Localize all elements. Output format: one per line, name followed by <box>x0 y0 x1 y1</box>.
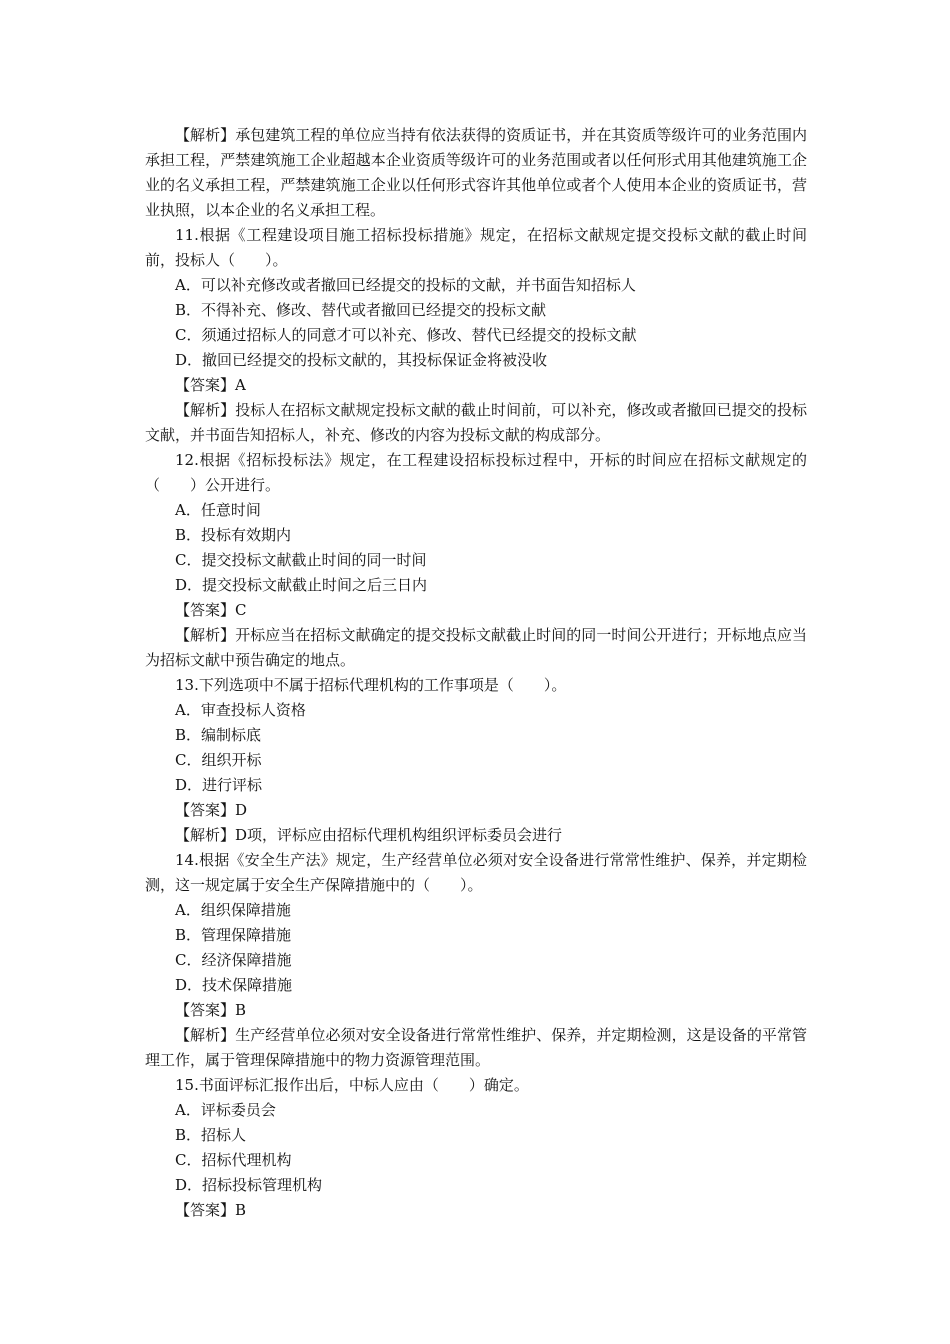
question-12: 12.根据《招标投标法》规定，在工程建设招标投标过程中，开标的时间应在招标文献规定的（ ）公开进行。 <box>145 451 807 494</box>
q14-option-d: D．技术保障措施 <box>175 976 293 994</box>
q14-option-a: A．组织保障措施 <box>175 901 291 919</box>
question-11: 11.根据《工程建设项目施工招标投标措施》规定，在招标文献规定提交投标文献的截止时间前，投标人（ ）。 <box>145 226 807 269</box>
q13-answer: 【答案】D <box>175 801 248 819</box>
question-13: 13.下列选项中不属于招标代理机构的工作事项是（ ）。 <box>175 676 567 694</box>
q12-option-c: C．提交投标文献截止时间的同一时间 <box>175 551 427 569</box>
q13-option-a: A．审查投标人资格 <box>175 701 306 719</box>
q11-option-a: A．可以补充修改或者撤回已经提交的投标的文献，并书面告知招标人 <box>175 276 636 294</box>
q11-answer: 【答案】A <box>175 376 246 394</box>
q13-option-d: D．进行评标 <box>175 776 263 794</box>
q12-answer: 【答案】C <box>175 601 247 619</box>
question-15: 15.书面评标汇报作出后，中标人应由（ ）确定。 <box>175 1076 529 1094</box>
q15-option-c: C．招标代理机构 <box>175 1151 292 1169</box>
q11-option-d: D．撤回已经提交的投标文献的，其投标保证金将被没收 <box>175 351 548 369</box>
q14-analysis: 【解析】生产经营单位必须对安全设备进行常常性维护、保养，并定期检测，这是设备的平常管理工作，属于管理保障措施中的物力资源管理范围。 <box>145 1026 807 1069</box>
q13-analysis: 【解析】D项，评标应由招标代理机构组织评标委员会进行 <box>175 826 563 844</box>
q13-option-c: C．组织开标 <box>175 751 262 769</box>
q15-answer: 【答案】B <box>175 1201 247 1219</box>
q15-option-a: A．评标委员会 <box>175 1101 276 1119</box>
q14-answer: 【答案】B <box>175 1001 247 1019</box>
question-14: 14.根据《安全生产法》规定，生产经营单位必须对安全设备进行常常性维护、保养，并定期检测，这一规定属于安全生产保障措施中的（ ）。 <box>145 851 807 894</box>
q15-option-d: D．招标投标管理机构 <box>175 1176 323 1194</box>
q14-option-b: B．管理保障措施 <box>175 926 292 944</box>
q11-option-b: B．不得补充、修改、替代或者撤回已经提交的投标文献 <box>175 301 547 319</box>
q14-option-c: C．经济保障措施 <box>175 951 292 969</box>
q12-option-a: A．任意时间 <box>175 501 261 519</box>
q11-option-c: C．须通过招标人的同意才可以补充、修改、替代已经提交的投标文献 <box>175 326 637 344</box>
q12-option-b: B．投标有效期内 <box>175 526 292 544</box>
q12-analysis: 【解析】开标应当在招标文献确定的提交投标文献截止时间的同一时间公开进行；开标地点应当为招标文献中预告确定的地点。 <box>145 626 807 669</box>
q11-analysis: 【解析】投标人在招标文献规定投标文献的截止时间前，可以补充，修改或者撤回已提交的投标文献，并书面告知招标人，补充、修改的内容为投标文献的构成部分。 <box>145 401 807 444</box>
prev-analysis: 【解析】承包建筑工程的单位应当持有依法获得的资质证书，并在其资质等级许可的业务范围内承担工程，严禁建筑施工企业超越本企业资质等级许可的业务范围或者以任何形式用其他建筑施工企业的名义承担工程，严禁建筑施工企业以任何形式容许其他单位或者个人使用本企业的资质证书，营业执照，以本企业的名义承担工程。 <box>145 126 807 219</box>
q12-option-d: D．提交投标文献截止时间之后三日内 <box>175 576 428 594</box>
document-page <box>145 123 807 1223</box>
q15-option-b: B．招标人 <box>175 1126 247 1144</box>
q13-option-b: B．编制标底 <box>175 726 262 744</box>
